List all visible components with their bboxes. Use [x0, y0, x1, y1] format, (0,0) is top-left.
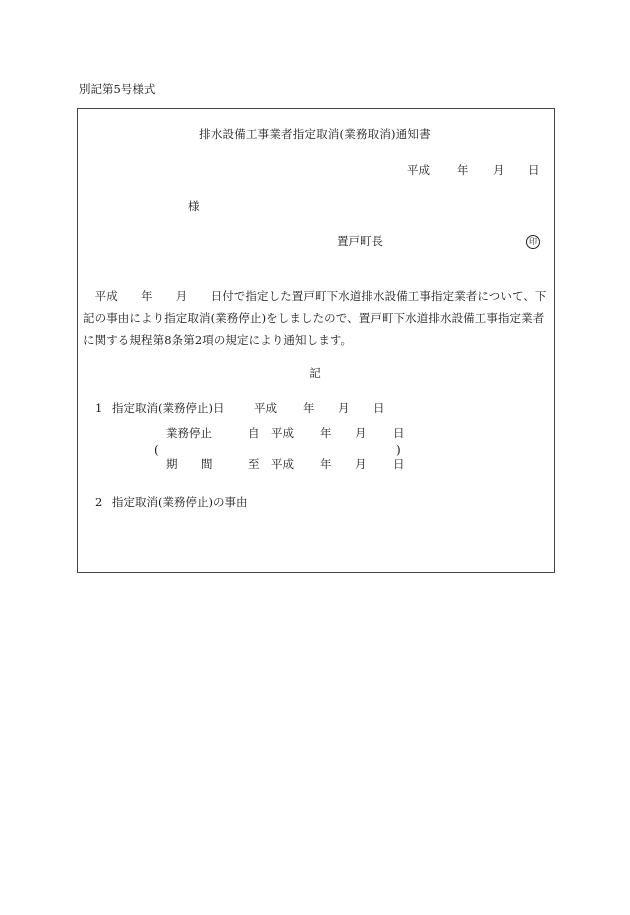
- seal-mark: 印: [526, 235, 540, 249]
- date-day: 日: [528, 163, 540, 177]
- body-line: 平成 年 月 日付で指定した置戸町下水道排水設備工事指定業者について、下: [83, 289, 547, 303]
- suspension-from-prefix: 自: [248, 426, 260, 440]
- item1-year: 年: [303, 401, 315, 415]
- suspension-to-year: 年: [320, 457, 332, 471]
- date-era: 平成: [407, 163, 430, 177]
- form-number-label: 別記第5号様式: [79, 82, 156, 96]
- suspension-from-day: 日: [393, 426, 405, 440]
- item1-label: 指定取消(業務停止)日: [112, 401, 225, 415]
- suspension-label-bottom-2: 間: [201, 457, 213, 471]
- suspension-to-day: 日: [393, 457, 405, 471]
- document-title: 排水設備工事業者指定取消(業務取消)通知書: [199, 127, 431, 141]
- item2-label: 指定取消(業務停止)の事由: [112, 495, 248, 509]
- item1-number: 1: [95, 401, 103, 415]
- suspension-label-bottom-1: 期: [166, 457, 178, 471]
- item1-era: 平成: [254, 401, 277, 415]
- ki-heading: 記: [309, 366, 321, 380]
- suspension-label-top: 業務停止: [166, 426, 212, 440]
- notice-body: [83, 285, 553, 351]
- suspension-from-month: 月: [355, 426, 367, 440]
- body-line: に関する規程第8条第2項の規定により通知します。: [83, 333, 353, 347]
- addressee-suffix: 様: [188, 199, 200, 213]
- suspension-to-era: 平成: [271, 457, 294, 471]
- issuer-name: 置戸町長: [337, 234, 383, 248]
- date-month: 月: [493, 163, 505, 177]
- item1-day: 日: [373, 401, 385, 415]
- suspension-to-prefix: 至: [248, 457, 260, 471]
- body-line: 記の事由により指定取消(業務停止)をしましたので、置戸町下水道排水設備工事指定業者: [83, 311, 545, 325]
- item1-month: 月: [338, 401, 350, 415]
- suspension-to-month: 月: [355, 457, 367, 471]
- suspension-from-era: 平成: [271, 426, 294, 440]
- suspension-open-paren: (: [154, 443, 159, 457]
- item2-number: 2: [95, 495, 103, 509]
- date-year: 年: [457, 163, 469, 177]
- suspension-close-paren: ): [396, 443, 401, 457]
- suspension-from-year: 年: [320, 426, 332, 440]
